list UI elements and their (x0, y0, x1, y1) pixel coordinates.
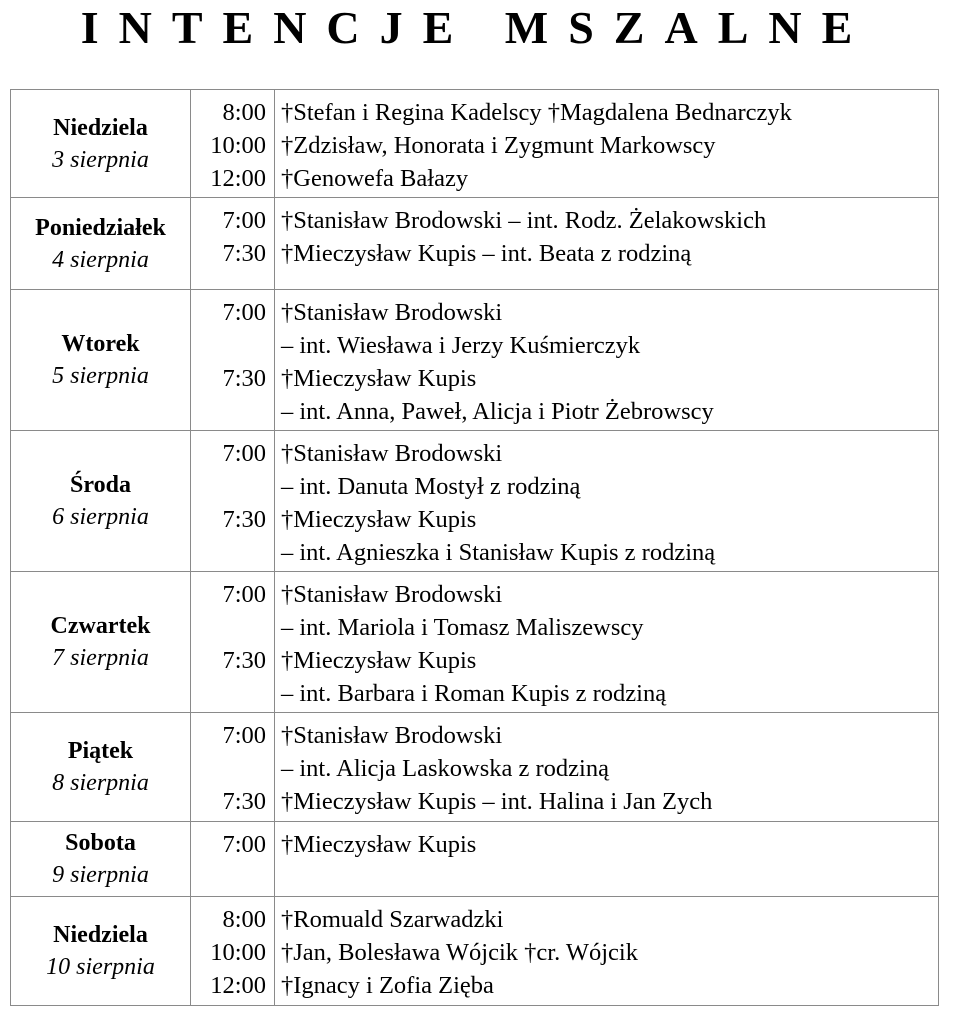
day-date: 10 sierpnia (46, 954, 155, 980)
mass-intentions-table (10, 89, 939, 1006)
mass-time: 7:30 (222, 240, 266, 267)
intentions-cell (275, 822, 939, 897)
intention-line: – int. Agnieszka i Stanisław Kupis z rodziną (281, 539, 716, 566)
intentions-cell (275, 431, 939, 572)
intentions-cell (275, 90, 939, 198)
mass-time: 10:00 (210, 939, 266, 966)
table-row (11, 713, 939, 822)
intention-line: †Genowefa Bałazy (281, 165, 469, 192)
day-date: 9 sierpnia (52, 862, 149, 888)
day-date: 4 sierpnia (52, 246, 149, 273)
day-cell (11, 897, 191, 1006)
day-cell (11, 90, 191, 198)
intention-line: †Stanisław Brodowski (281, 440, 503, 467)
time-cell (191, 897, 275, 1006)
intention-line: – int. Mariola i Tomasz Maliszewscy (281, 614, 644, 641)
time-cell (191, 90, 275, 198)
mass-time: 7:00 (222, 722, 266, 749)
day-cell (11, 713, 191, 822)
mass-time: 7:00 (222, 831, 266, 858)
intention-line: †Zdzisław, Honorata i Zygmunt Markowscy (281, 132, 716, 159)
day-name: Środa (70, 472, 131, 498)
intention-line: – int. Anna, Paweł, Alicja i Piotr Żebrowscy (281, 398, 714, 425)
mass-time: 8:00 (222, 99, 266, 126)
intentions-cell (275, 290, 939, 431)
table-row (11, 822, 939, 897)
day-date: 7 sierpnia (52, 645, 149, 671)
day-name: Poniedziałek (35, 214, 166, 241)
intentions-cell (275, 713, 939, 822)
time-cell (191, 572, 275, 713)
table-row (11, 198, 939, 290)
day-name: Niedziela (53, 114, 148, 141)
mass-time: 12:00 (210, 165, 266, 192)
day-cell (11, 290, 191, 431)
intention-line: †Stanisław Brodowski (281, 581, 503, 608)
intention-line: – int. Wiesława i Jerzy Kuśmierczyk (281, 332, 641, 359)
day-date: 6 sierpnia (52, 504, 149, 530)
intention-line: †Stanisław Brodowski – int. Rodz. Żelakowskich (281, 207, 767, 234)
intention-line: – int. Danuta Mostył z rodziną (281, 473, 581, 500)
intention-line: †Mieczysław Kupis (281, 506, 477, 533)
intention-line: †Ignacy i Zofia Zięba (281, 972, 494, 999)
day-date: 3 sierpnia (52, 146, 149, 173)
time-cell (191, 198, 275, 290)
intentions-cell (275, 198, 939, 290)
day-name: Czwartek (50, 613, 151, 639)
mass-time: 7:30 (222, 788, 266, 815)
day-date: 8 sierpnia (52, 770, 149, 796)
intention-line: †Mieczysław Kupis (281, 647, 477, 674)
day-name: Piątek (67, 738, 134, 764)
intention-line: †Mieczysław Kupis – int. Beata z rodziną (281, 240, 692, 267)
intention-line: – int. Barbara i Roman Kupis z rodziną (281, 680, 667, 707)
intention-line: †Stefan i Regina Kadelscy †Magdalena Bednarczyk (281, 99, 792, 126)
intentions-cell (275, 897, 939, 1006)
table-row (11, 290, 939, 431)
table-row (11, 90, 939, 198)
intention-line: †Romuald Szarwadzki (281, 906, 504, 933)
intention-line: †Stanisław Brodowski (281, 722, 503, 749)
intention-line: – int. Alicja Laskowska z rodziną (281, 755, 609, 782)
intention-line: †Stanisław Brodowski (281, 299, 503, 326)
mass-time: 7:00 (222, 207, 266, 234)
intention-line: †Mieczysław Kupis (281, 831, 477, 858)
time-cell (191, 431, 275, 572)
intentions-cell (275, 572, 939, 713)
time-cell (191, 713, 275, 822)
table-row (11, 431, 939, 572)
day-date: 5 sierpnia (52, 363, 149, 389)
day-cell (11, 572, 191, 713)
mass-time: 7:00 (222, 581, 266, 608)
mass-time: 7:00 (222, 299, 266, 326)
mass-time: 7:00 (222, 440, 266, 467)
day-name: Niedziela (53, 922, 148, 948)
intention-line: †Mieczysław Kupis (281, 365, 477, 392)
table-row (11, 897, 939, 1006)
table-row (11, 572, 939, 713)
mass-time: 7:30 (222, 647, 266, 674)
time-cell (191, 290, 275, 431)
mass-time: 10:00 (210, 132, 266, 159)
day-cell (11, 822, 191, 897)
mass-time: 7:30 (222, 506, 266, 533)
page-title: INTENCJE MSZALNE (80, 2, 873, 53)
intention-line: †Jan, Bolesława Wójcik †cr. Wójcik (281, 939, 638, 966)
day-cell (11, 431, 191, 572)
intention-line: †Mieczysław Kupis – int. Halina i Jan Zych (281, 788, 713, 815)
day-name: Wtorek (61, 331, 140, 357)
day-cell (11, 198, 191, 290)
day-name: Sobota (65, 830, 136, 856)
mass-time: 12:00 (210, 972, 266, 999)
mass-time: 8:00 (222, 906, 266, 933)
time-cell (191, 822, 275, 897)
mass-time: 7:30 (222, 365, 266, 392)
